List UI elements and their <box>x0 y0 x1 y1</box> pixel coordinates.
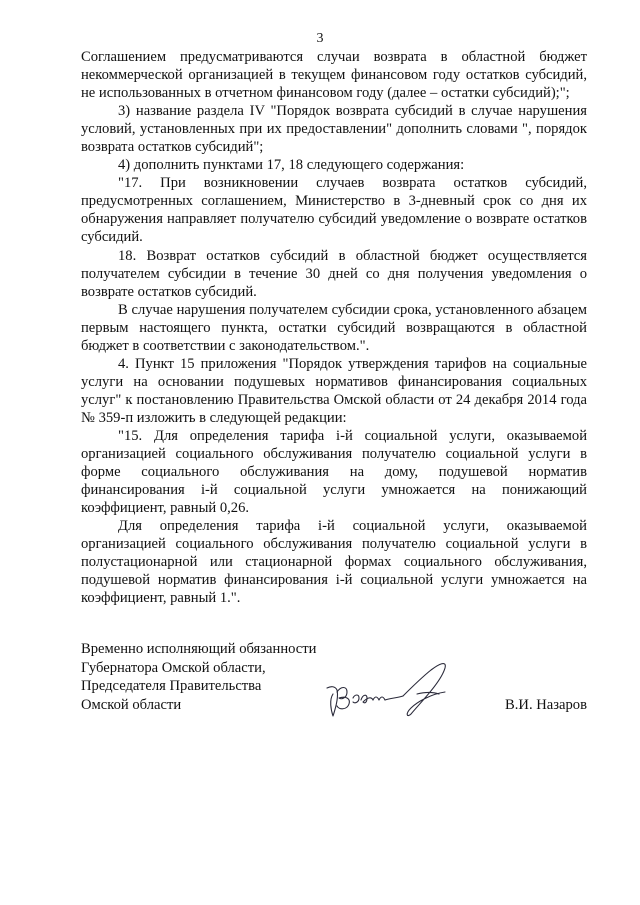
signatory-title-line: Председателя Правительства <box>81 678 262 695</box>
signatory-title-line: Временно исполняющий обязанности <box>81 641 317 657</box>
paragraph: "15. Для определения тарифа i-й социальной услуги, оказываемой организацией социального обслуживания получателю социальной услуги в форме социального обслуживания на дому, подушевой норматив финансирования i-й социальной услуги умножается на понижающий коэффициент, равный 0,26. <box>81 427 587 517</box>
paragraph: В случае нарушения получателем субсидии срока, установленного абзацем первым настоящего пункта, остатки субсидий возвращаются в областной бюджет в соответствии с законодательством.". <box>81 301 587 354</box>
page-number: 3 <box>316 31 324 46</box>
paragraph: 4) дополнить пунктами 17, 18 следующего содержания: <box>118 157 465 174</box>
paragraph: "17. При возникновении случаев возврата остатков субсидий, предусмотренных соглашением, Министерство в 3-дневный срок со дня их обнаружения направляет получателю субсидий уведомление о возврате остатков субсидий. <box>81 175 587 246</box>
handwritten-signature-icon <box>321 648 471 728</box>
paragraph: 18. Возврат остатков субсидий в областной бюджет осуществляется получателем субсидии в течение 30 дней со дня получения уведомления о возврате остатков субсидий. <box>81 247 587 300</box>
paragraph: 4. Пункт 15 приложения "Порядок утверждения тарифов на социальные услуги на основании подушевых нормативов финансирования социальных услуг" к постановлению Правительства Омской области от 24 декабря 2014 года № 359-п изложить в следующей редакции: <box>81 355 587 426</box>
signatory-name: В.И. Назаров <box>505 697 587 713</box>
paragraph: Соглашением предусматриваются случаи возврата в областной бюджет некоммерческой организацией в текущем финансовом году остатков субсидий, не использованных в отчетном финансовом году (далее – остатки субсидий);"; <box>81 49 587 102</box>
signature-block <box>81 640 587 714</box>
paragraph: 3) название раздела IV "Порядок возврата субсидий в случае нарушения условий, установленных при их предоставлении" дополнить словами ", порядок возврата остатков субсидий"; <box>81 103 587 156</box>
signatory-title-line: Омской области <box>81 696 182 713</box>
signatory-title-line: Губернатора Омской области, <box>81 659 266 676</box>
paragraph: Для определения тарифа i-й социальной услуги, оказываемой организацией социального обслуживания получателю социальной услуги в полустационарной или стационарной формах социального обслуживания, подушевой норматив финансирования i-й социальной услуги умножается на коэффициент, равный 1.". <box>81 518 587 607</box>
document-body <box>81 48 587 607</box>
